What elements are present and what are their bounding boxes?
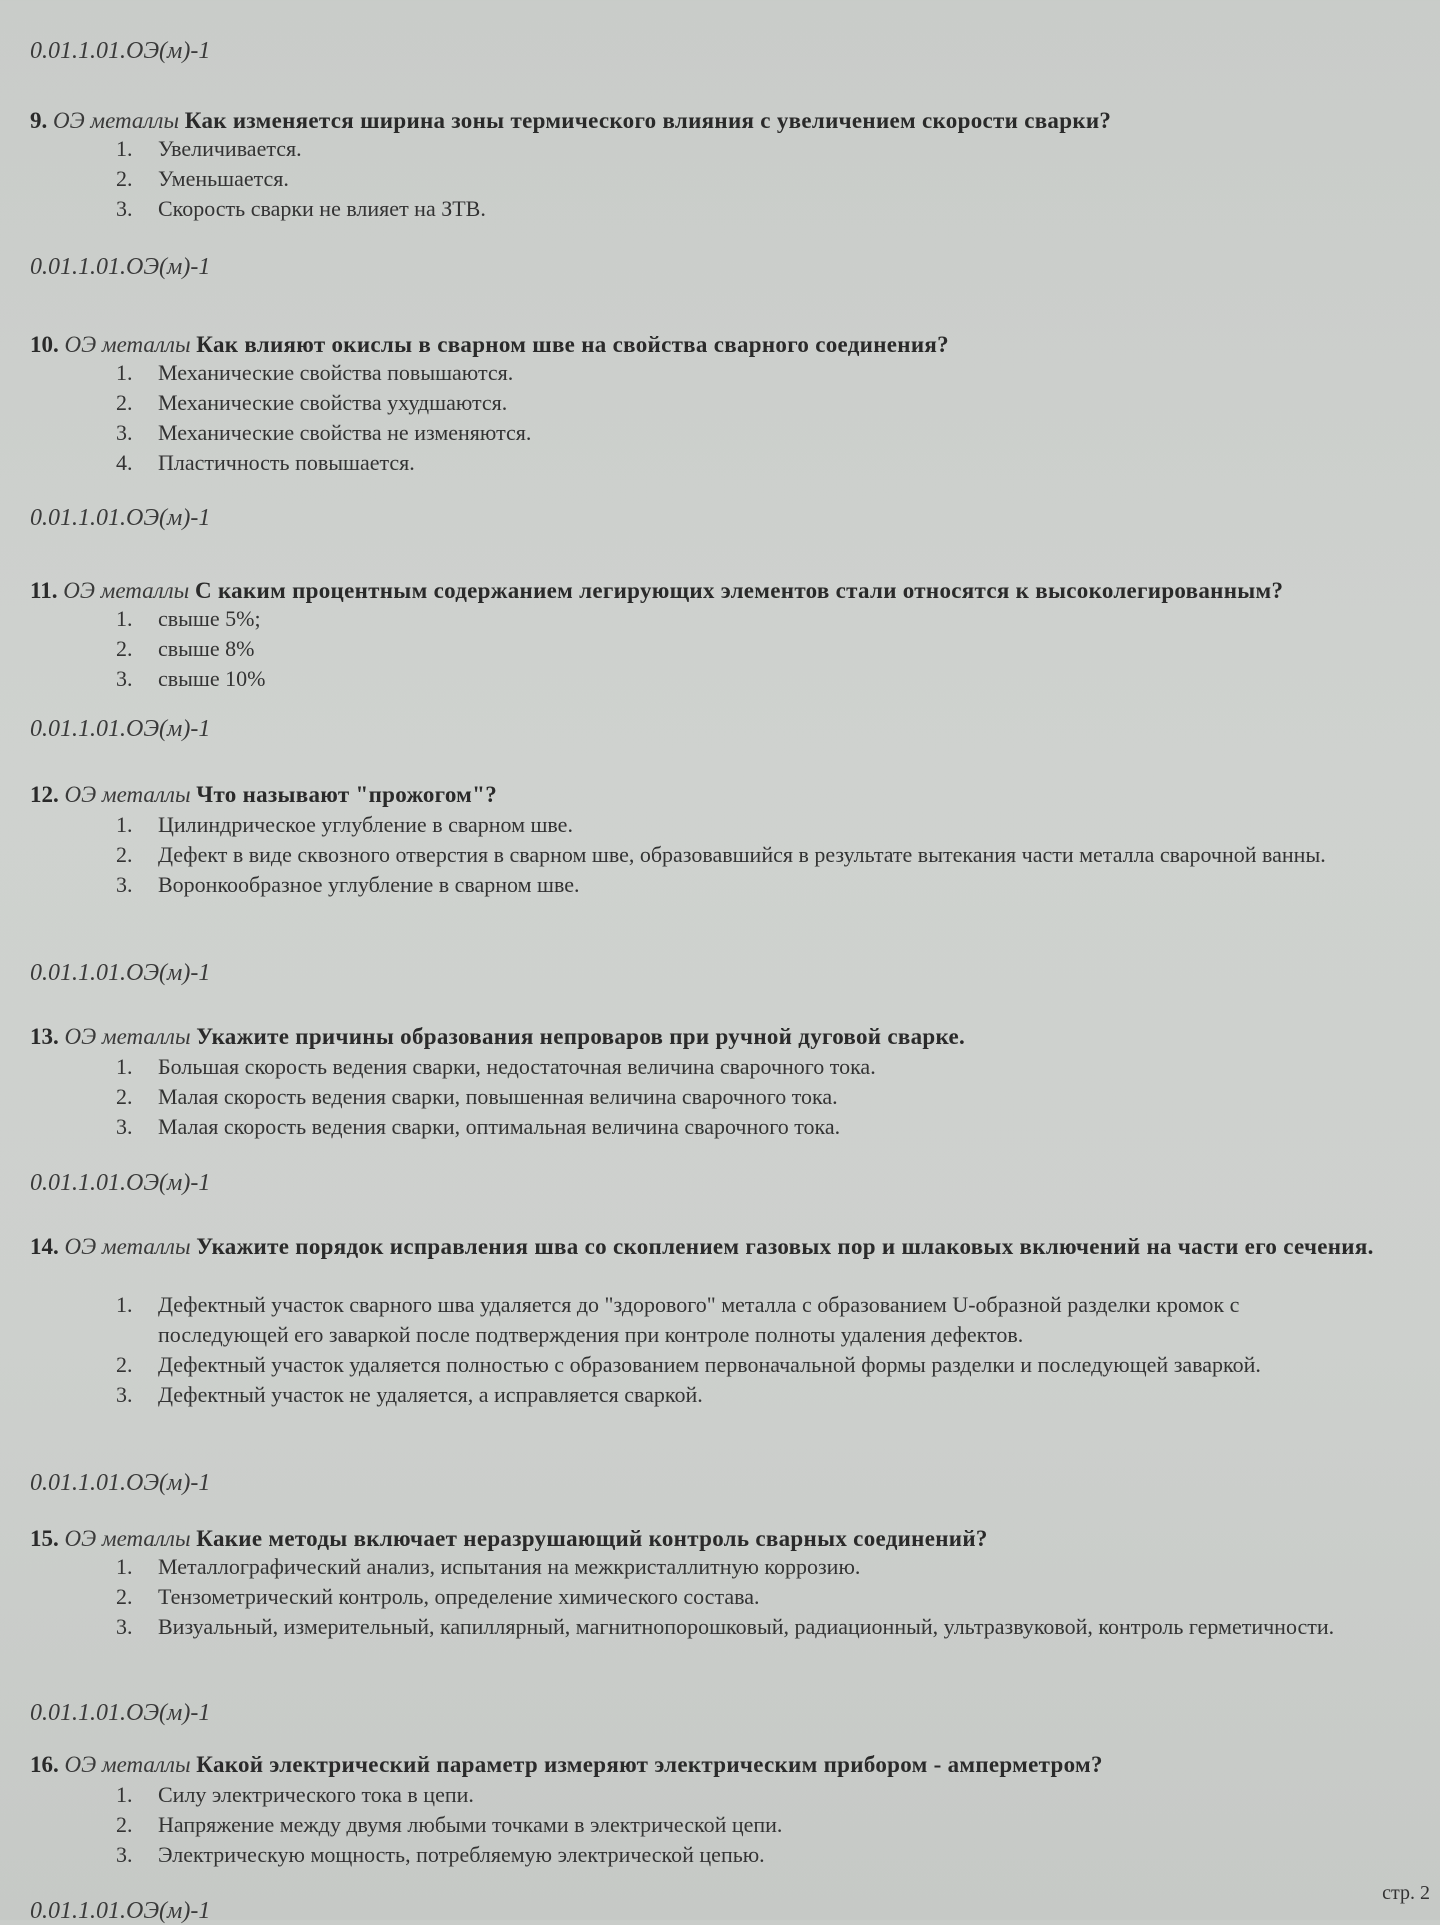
question-text: Укажите причины образования непроваров при ручной дуговой сварке. bbox=[196, 1024, 966, 1049]
question-number: 12. bbox=[30, 782, 59, 807]
answer-option: 3. Воронкообразное углубление в сварном шве. bbox=[116, 872, 580, 897]
answer-option: 2. Уменьшается. bbox=[116, 166, 289, 191]
answer-options bbox=[110, 134, 1350, 224]
question-category: ОЭ металлы bbox=[64, 1526, 191, 1551]
answer-option: 1. свыше 5%; bbox=[116, 606, 261, 631]
answer-option: 2. Механические свойства ухудшаются. bbox=[116, 390, 508, 415]
question-category: ОЭ металлы bbox=[64, 1752, 191, 1777]
question-heading bbox=[30, 576, 1420, 606]
item-code: 0.01.1.01.ОЭ(м)-1 bbox=[30, 1470, 211, 1496]
answer-option: 1. Силу электрического тока в цепи. bbox=[116, 1782, 474, 1807]
question-number: 15. bbox=[30, 1526, 59, 1551]
answer-options bbox=[110, 1552, 1350, 1642]
question-text: Какой электрический параметр измеряют электрическим прибором - амперметром? bbox=[196, 1752, 1103, 1777]
question-number: 10. bbox=[30, 332, 59, 357]
answer-option: 2. Тензометрический контроль, определение химического состава. bbox=[116, 1584, 760, 1609]
answer-option: 1. Дефектный участок сварного шва удаляется до "здорового" металла с образованием U-образной разделки кромок с последующей его заваркой после подтверждения при контроле полноты удаления дефектов. bbox=[116, 1292, 1240, 1347]
question-heading bbox=[30, 1524, 1420, 1554]
question-category: ОЭ металлы bbox=[64, 332, 191, 357]
question-number: 13. bbox=[30, 1024, 59, 1049]
answer-option: 2. Дефектный участок удаляется полностью с образованием первоначальной формы разделки и последующей заваркой. bbox=[116, 1352, 1261, 1377]
answer-option: 1. Большая скорость ведения сварки, недостаточная величина сварочного тока. bbox=[116, 1054, 876, 1079]
question-text: Как изменяется ширина зоны термического влияния с увеличением скорости сварки? bbox=[184, 108, 1112, 133]
answer-options bbox=[110, 1780, 1350, 1870]
question-number: 14. bbox=[30, 1234, 59, 1259]
answer-option: 1. Цилиндрическое углубление в сварном шве. bbox=[116, 812, 573, 837]
answer-option: 3. Визуальный, измерительный, капиллярный, магнитнопорошковый, радиационный, ультразвуковой, контроль герметичности. bbox=[116, 1614, 1335, 1639]
answer-options bbox=[110, 358, 1350, 478]
question-heading bbox=[30, 780, 1420, 810]
answer-option: 3. Малая скорость ведения сварки, оптимальная величина сварочного тока. bbox=[116, 1114, 841, 1139]
question-text: Укажите порядок исправления шва со скоплением газовых пор и шлаковых включений на части его сечения. bbox=[196, 1234, 1374, 1259]
answer-option: 2. Малая скорость ведения сварки, повышенная величина сварочного тока. bbox=[116, 1084, 838, 1109]
answer-options bbox=[110, 1052, 1350, 1142]
item-code: 0.01.1.01.ОЭ(м)-1 bbox=[30, 38, 211, 64]
item-code: 0.01.1.01.ОЭ(м)-1 bbox=[30, 716, 211, 742]
question-heading bbox=[30, 1022, 1420, 1052]
question-heading bbox=[30, 1232, 1420, 1262]
answer-option: 3. Электрическую мощность, потребляемую электрической цепью. bbox=[116, 1842, 765, 1867]
answer-option: 3. Скорость сварки не влияет на ЗТВ. bbox=[116, 196, 486, 221]
question-text: Как влияют окислы в сварном шве на свойства сварного соединения? bbox=[196, 332, 949, 357]
item-code: 0.01.1.01.ОЭ(м)-1 bbox=[30, 1700, 211, 1726]
answer-option: 3. Механические свойства не изменяются. bbox=[116, 420, 532, 445]
answer-options bbox=[110, 1290, 1350, 1410]
item-code: 0.01.1.01.ОЭ(м)-1 bbox=[30, 1898, 211, 1924]
question-category: ОЭ металлы bbox=[64, 782, 191, 807]
answer-options bbox=[110, 604, 1350, 694]
answer-options bbox=[110, 810, 1350, 900]
question-category: ОЭ металлы bbox=[53, 108, 180, 133]
question-heading bbox=[30, 1750, 1420, 1780]
question-number: 9. bbox=[30, 108, 48, 133]
question-category: ОЭ металлы bbox=[63, 578, 190, 603]
answer-option: 1. Механические свойства повышаются. bbox=[116, 360, 514, 385]
question-text: Что называют "прожогом"? bbox=[196, 782, 498, 807]
item-code: 0.01.1.01.ОЭ(м)-1 bbox=[30, 1170, 211, 1196]
question-heading bbox=[30, 330, 1420, 360]
answer-option: 2. Напряжение между двумя любыми точками в электрической цепи. bbox=[116, 1812, 783, 1837]
page-number: стр. 2 bbox=[1382, 1882, 1430, 1904]
question-heading bbox=[30, 106, 1420, 136]
answer-option: 1. Металлографический анализ, испытания на межкристаллитную коррозию. bbox=[116, 1554, 861, 1579]
item-code: 0.01.1.01.ОЭ(м)-1 bbox=[30, 505, 211, 531]
question-text: Какие методы включает неразрушающий контроль сварных соединений? bbox=[196, 1526, 988, 1551]
answer-option: 2. Дефект в виде сквозного отверстия в сварном шве, образовавшийся в результате вытекания части металла сварочной ванны. bbox=[116, 842, 1326, 867]
answer-option: 1. Увеличивается. bbox=[116, 136, 302, 161]
question-number: 11. bbox=[30, 578, 58, 603]
item-code: 0.01.1.01.ОЭ(м)-1 bbox=[30, 254, 211, 280]
question-number: 16. bbox=[30, 1752, 59, 1777]
answer-option: 2. свыше 8% bbox=[116, 636, 255, 661]
question-category: ОЭ металлы bbox=[64, 1234, 191, 1259]
item-code: 0.01.1.01.ОЭ(м)-1 bbox=[30, 960, 211, 986]
question-category: ОЭ металлы bbox=[64, 1024, 191, 1049]
answer-option: 3. Дефектный участок не удаляется, а исправляется сваркой. bbox=[116, 1382, 703, 1407]
answer-option: 3. свыше 10% bbox=[116, 666, 266, 691]
answer-option: 4. Пластичность повышается. bbox=[116, 450, 415, 475]
question-text: С каким процентным содержанием легирующих элементов стали относятся к высоколегированным? bbox=[195, 578, 1284, 603]
